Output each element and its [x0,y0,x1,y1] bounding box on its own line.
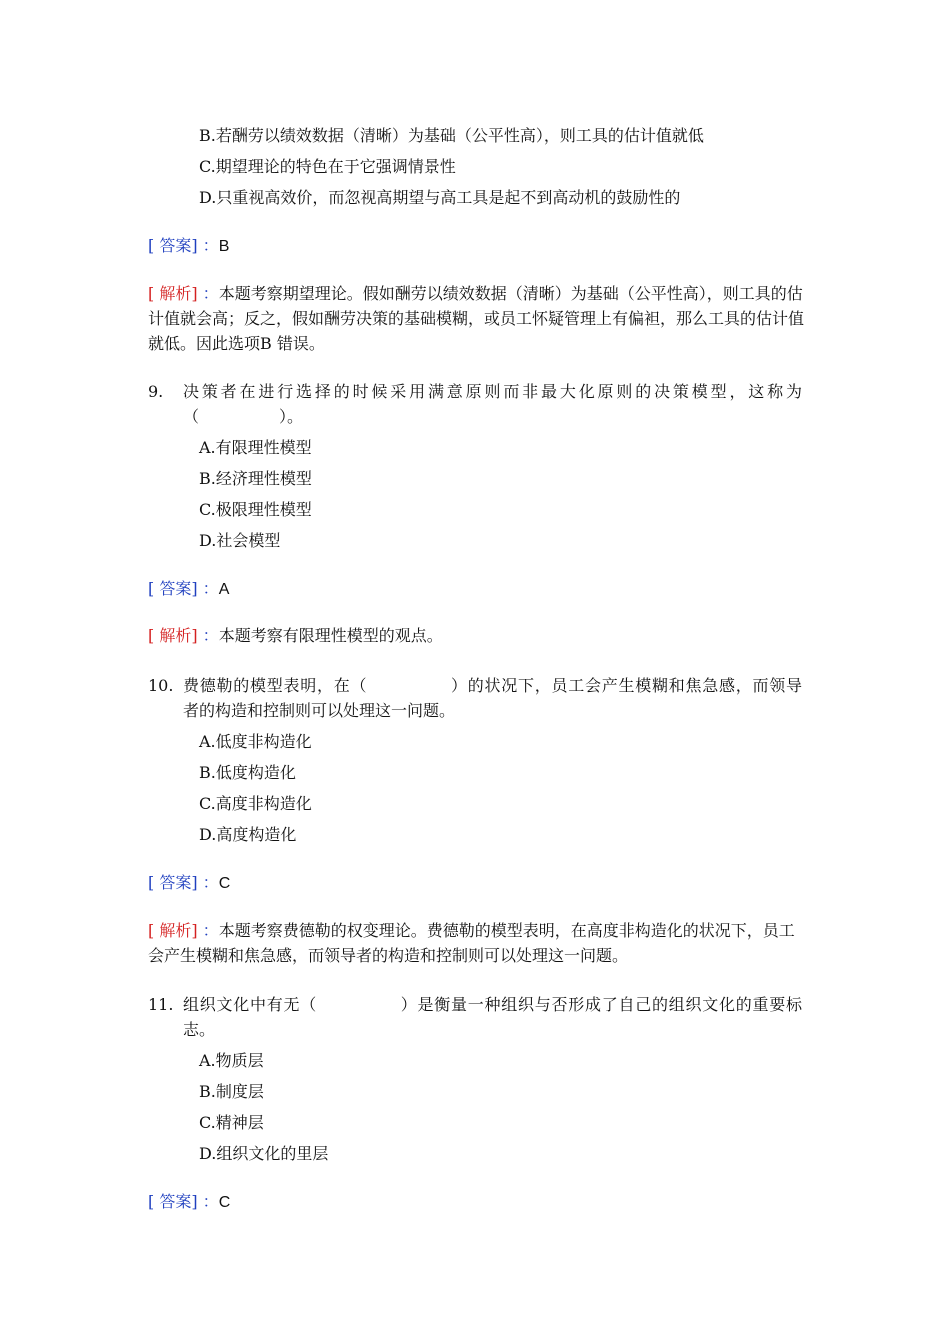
q11-option-c: C.精神层 [199,1113,264,1132]
q9-question-line2: （ ）。 [183,407,304,426]
q10-option-a: A.低度非构造化 [199,732,312,751]
q11-question-line1: 组织文化中有无（ ）是衡量一种组织与否形成了自己的组织文化的重要标 [183,995,802,1014]
q10-analysis [148,918,808,968]
q10-number: 10. [148,676,174,695]
answer-value: C [218,1194,231,1211]
answer-value: C [218,875,231,892]
q11-option-b: B.制度层 [199,1082,264,1101]
q9-number: 9. [148,382,164,401]
q9-option-a: A.有限理性模型 [199,438,312,457]
analysis-colon: ： [202,284,219,303]
q11-number: 11. [148,995,174,1014]
answer-tag: [ 答案] [148,873,198,892]
answer-tag: [ 答案] [148,579,198,598]
analysis-tag: [ 解析] [148,626,198,645]
analysis-text: 本题考察费德勒的权变理论。费德勒的模型表明，在高度非构造化的状况下，员工会产生模糊和焦急感，而领导者的构造和控制则可以处理这一问题。 [148,921,795,965]
answer-tag: [ 答案] [148,236,198,255]
q10-option-c: C.高度非构造化 [199,794,312,813]
analysis-text: 本题考察期望理论。假如酬劳以绩效数据（清晰）为基础（公平性高），则工具的估计值就会高；反之，假如酬劳决策的基础模糊，或员工怀疑管理上有偏袒，那么工具的估计值就低。因此选项B 错误。 [148,284,805,353]
q9-option-c: C.极限理性模型 [199,500,312,519]
q9-analysis [148,625,443,647]
q11-question-line2: 志。 [183,1020,216,1039]
answer-tag: [ 答案] [148,1192,198,1211]
analysis-colon: ： [202,626,219,645]
answer-colon: ： [202,873,219,892]
answer-colon: ： [202,1192,219,1211]
answer-value: A [218,581,230,598]
analysis-tag: [ 解析] [148,284,198,303]
q10-question-line2: 者的构造和控制则可以处理这一问题。 [183,701,456,720]
analysis-tag: [ 解析] [148,921,198,940]
q8-analysis [148,281,808,356]
q8-option-c: C.期望理论的特色在于它强调情景性 [199,157,456,176]
analysis-colon: ： [202,921,219,940]
q8-option-d: D.只重视高效价，而忽视高期望与高工具是起不到高动机的鼓励性的 [199,188,681,207]
answer-colon: ： [202,236,219,255]
q9-question-line1: 决策者在进行选择的时候采用满意原则而非最大化原则的决策模型，这称为 [183,382,802,401]
answer-value: B [218,238,230,255]
q11-answer-line [148,1191,230,1214]
q8-answer-line [148,235,229,258]
q10-answer-line [148,872,230,895]
q8-option-b: B.若酬劳以绩效数据（清晰）为基础（公平性高），则工具的估计值就低 [199,126,704,145]
q10-option-d: D.高度构造化 [199,825,297,844]
q11-option-a: A.物质层 [199,1051,264,1070]
q9-answer-line [148,578,229,601]
answer-colon: ： [202,579,219,598]
q9-option-d: D.社会模型 [199,531,281,550]
q9-option-b: B.经济理性模型 [199,469,312,488]
q11-option-d: D.组织文化的里层 [199,1144,329,1163]
q10-question-line1: 费德勒的模型表明，在（ ）的状况下，员工会产生模糊和焦急感，而领导 [183,676,802,695]
analysis-text: 本题考察有限理性模型的观点。 [218,626,443,645]
q10-option-b: B.低度构造化 [199,763,296,782]
